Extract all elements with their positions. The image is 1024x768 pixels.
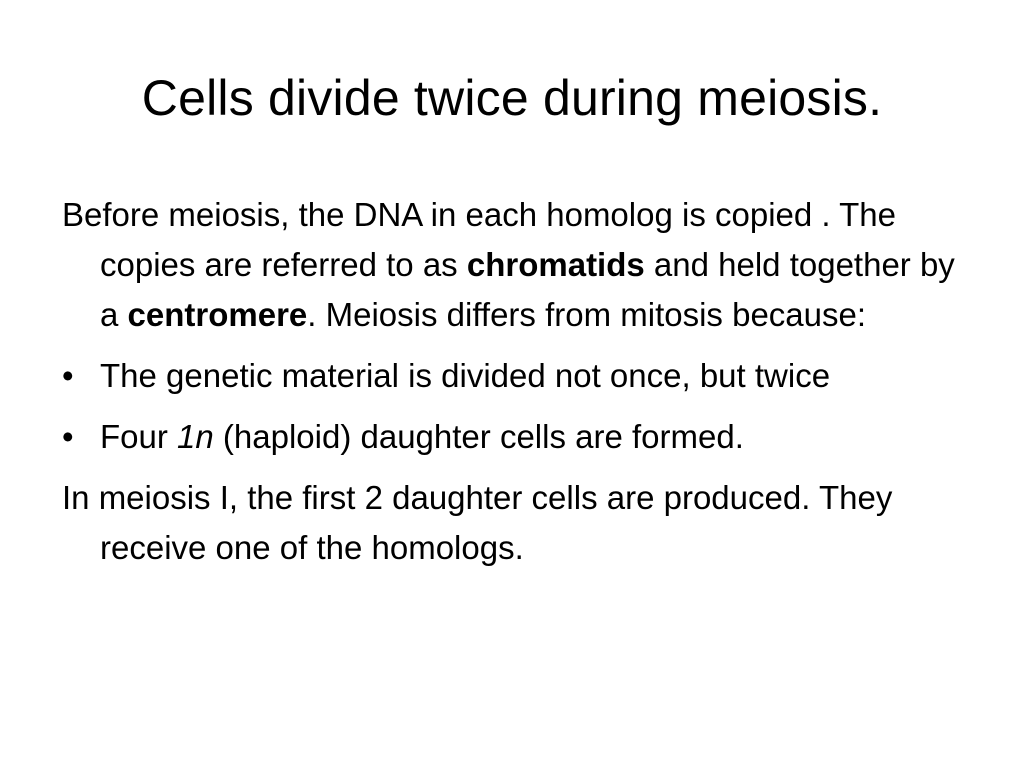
slide-title: Cells divide twice during meiosis. [141,70,883,126]
meiosis-one-paragraph: In meiosis I, the first 2 daughter cells are produced. They receive one of the homologs. [62,479,893,566]
intro-text-before: Before meiosis, the DNA in each homolog is copied . The copies are referred to as [62,196,897,283]
bullet-item-divided-twice [62,351,982,401]
bullet-text-prefix: Four [100,418,178,455]
centromere-term: centromere [127,296,308,333]
bullet-text-suffix: (haploid) daughter cells are formed. [213,418,744,455]
bullet-icon: • [62,418,74,455]
chromatids-term: chromatids [466,246,645,283]
haploid-notation: 1n [177,418,214,455]
slide-body [62,190,982,584]
bullet-text: The genetic material is divided not once, but twice [100,357,831,394]
intro-text-middle: and held together by a [100,246,955,333]
bullet-icon: • [62,357,74,394]
intro-paragraph [62,190,982,340]
bullet-item-four-cells [62,412,982,462]
intro-text-after: . Meiosis differs from mitosis because: [307,296,867,333]
